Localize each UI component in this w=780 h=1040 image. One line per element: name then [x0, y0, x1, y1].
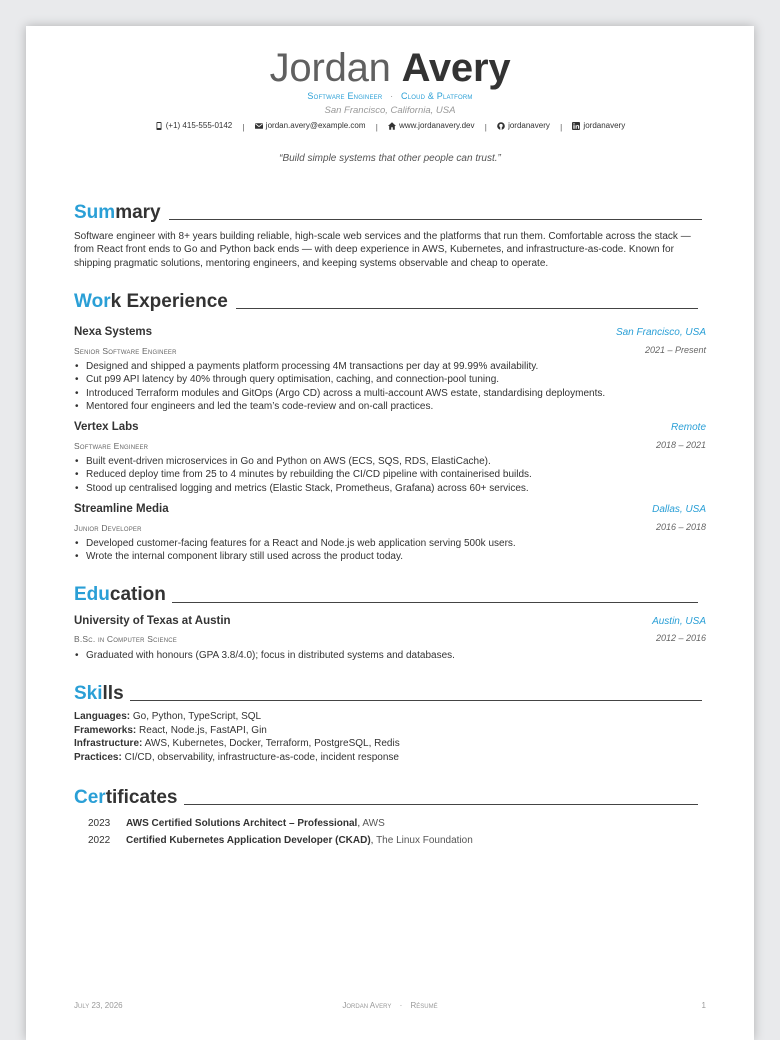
company-name: Vertex Labs — [74, 421, 139, 433]
section-title-highlight: Cer — [74, 787, 106, 808]
home-icon — [388, 122, 396, 130]
certificate-issuer: AWS — [362, 818, 385, 829]
section-title-summary — [74, 202, 161, 224]
certificate-name: Certified Kubernetes Application Developer (CKAD) — [126, 835, 371, 846]
certificate-row: 2022 Certified Kubernetes Application Developer (CKAD), The Linux Foundation — [88, 832, 473, 849]
skill-value: React, Node.js, FastAPI, Gin — [139, 724, 267, 736]
position-title-2: Cloud & Platform — [401, 91, 473, 101]
footer-doc-type: Résumé — [410, 1001, 438, 1010]
certificate-year: 2023 — [88, 818, 111, 829]
certificate-row: 2023 AWS Certified Solutions Architect – Professional, AWS — [88, 815, 473, 832]
job-location: Dallas, USA — [652, 504, 706, 515]
position-line — [26, 91, 754, 101]
school-location: Austin, USA — [652, 616, 706, 627]
skill-label: Practices: — [74, 751, 122, 763]
company-name: Nexa Systems — [74, 326, 152, 338]
section-title-rest: k Experience — [110, 291, 228, 312]
certificate-year: 2022 — [88, 835, 111, 846]
section-title-highlight: Edu — [74, 584, 110, 605]
skill-row — [74, 751, 400, 765]
footer-center — [26, 1001, 754, 1010]
email-address: jordan.avery@example.com — [265, 121, 366, 130]
contact-github[interactable] — [497, 121, 550, 130]
skill-value: AWS, Kubernetes, Docker, Terraform, PostgreSQL, Redis — [144, 738, 400, 749]
skill-value: Go, Python, TypeScript, SQL — [132, 711, 262, 722]
job-location: Remote — [670, 422, 706, 433]
contact-separator: | — [375, 122, 378, 132]
contact-separator: | — [560, 122, 563, 132]
section-title-rest: lls — [102, 683, 124, 704]
education-dates: 2012 – 2016 — [655, 633, 706, 643]
quote: “Build simple systems that other people can trust.” — [279, 153, 501, 164]
skill-row — [74, 724, 400, 738]
job-highlights — [74, 537, 714, 564]
list-item: • Reduced deploy time from 25 to 4 minutes by rebuilding the CI/CD pipeline with containerised builds. — [74, 468, 714, 481]
job-highlights — [74, 455, 714, 495]
section-title-highlight: Wor — [74, 291, 111, 312]
list-item: • Graduated with honours (GPA 3.8/4.0); focus in distributed systems and databases. — [74, 649, 714, 662]
job-role: Senior Software Engineer — [74, 346, 177, 356]
skill-label: Infrastructure: — [74, 738, 143, 749]
skill-label: Languages: — [74, 711, 131, 722]
resume-page — [26, 26, 754, 1040]
section-rule — [236, 308, 698, 309]
section-rule — [172, 602, 698, 603]
skill-row — [74, 710, 400, 724]
list-item: • Designed and shipped a payments platform processing 4M transactions per day at 99.99% availability. — [74, 360, 714, 373]
contact-linkedin[interactable] — [572, 121, 625, 130]
position-title-1: Software Engineer — [307, 91, 383, 101]
section-title-rest: cation — [109, 584, 166, 605]
list-item: • Introduced Terraform modules and GitOps (Argo CD) across a multi-account AWS estate, standardising deployments. — [74, 387, 714, 400]
degree: B.Sc. in Computer Science — [74, 634, 177, 644]
job-role: Software Engineer — [74, 441, 149, 451]
section-rule — [169, 219, 702, 220]
linkedin-icon — [572, 122, 580, 130]
phone-icon — [155, 122, 163, 130]
address: San Francisco, California, USA — [324, 105, 456, 116]
last-name: Avery — [401, 46, 511, 90]
footer-name: Jordan Avery — [342, 1001, 392, 1010]
contact-separator: | — [242, 122, 245, 132]
job-location: San Francisco, USA — [615, 327, 706, 338]
school-name: University of Texas at Austin — [74, 615, 231, 627]
skill-row — [74, 737, 400, 751]
summary-text: Software engineer with 8+ years building reliable, high-scale web services and the platforms that run them. Comfortable across the stack — from React front ends to Go and Python back ends — with deep experience in AWS, Kubernetes, and infrastructure-as-code. Known for shipping pragmatic solutions, mentoring engineers, and keeping systems observable and cheap to operate. — [74, 231, 691, 269]
first-name: Jordan — [269, 46, 391, 90]
list-item: • Stood up centralised logging and metrics (Elastic Stack, Prometheus, Grafana) across 60+ services. — [74, 482, 714, 495]
section-rule — [184, 804, 698, 805]
contact-phone[interactable] — [155, 121, 233, 130]
email-icon — [255, 122, 263, 130]
job-dates: 2018 – 2021 — [655, 440, 706, 450]
certificates-list — [88, 815, 473, 849]
position-separator: · — [390, 91, 394, 101]
list-item: • Wrote the internal component library still used across the product today. — [74, 550, 714, 563]
phone-number: (+1) 415-555-0142 — [165, 121, 233, 130]
footer-separator: · — [399, 1001, 403, 1010]
list-item: • Developed customer-facing features for a React and Node.js web application serving 500k users. — [74, 537, 714, 550]
section-title-certificates — [74, 787, 178, 809]
education-highlights — [74, 649, 714, 662]
page-number: 1 — [701, 1001, 706, 1010]
section-rule — [130, 700, 702, 701]
candidate-name — [26, 44, 754, 92]
list-item: • Cut p99 API latency by 40% through query optimisation, caching, and connection-pool tuning. — [74, 373, 714, 386]
github-icon — [497, 122, 505, 130]
list-item: • Mentored four engineers and led the team’s code-review and on-call practices. — [74, 400, 714, 413]
contact-bar — [26, 121, 754, 132]
job-dates: 2016 – 2018 — [655, 522, 706, 532]
contact-separator: | — [484, 122, 487, 132]
certificate-issuer: The Linux Foundation — [376, 835, 473, 846]
job-dates: 2021 – Present — [644, 345, 706, 355]
job-highlights — [74, 360, 714, 414]
contact-email[interactable] — [255, 121, 366, 130]
skills-list — [74, 710, 400, 764]
skill-label: Frameworks: — [74, 724, 137, 736]
section-title-highlight: Sum — [74, 202, 116, 223]
section-title-experience — [74, 291, 228, 313]
certificate-name: AWS Certified Solutions Architect – Professional — [126, 818, 358, 829]
linkedin-handle: jordanavery — [583, 121, 626, 130]
skill-value: CI/CD, observability, infrastructure-as-code, incident response — [124, 751, 399, 763]
website-url: www.jordanavery.dev — [399, 121, 475, 130]
list-item: • Built event-driven microservices in Go and Python on AWS (ECS, SQS, RDS, ElastiCache). — [74, 455, 714, 468]
section-title-highlight: Ski — [74, 683, 103, 704]
section-title-rest: tificates — [105, 787, 178, 808]
contact-website[interactable] — [388, 121, 474, 130]
job-role: Junior Developer — [74, 523, 142, 533]
github-handle: jordanavery — [508, 121, 550, 130]
footer-date: July 23, 2026 — [74, 1001, 123, 1010]
company-name: Streamline Media — [74, 503, 169, 515]
section-title-education — [74, 584, 166, 606]
section-title-rest: mary — [115, 202, 161, 223]
section-title-skills — [74, 683, 124, 705]
